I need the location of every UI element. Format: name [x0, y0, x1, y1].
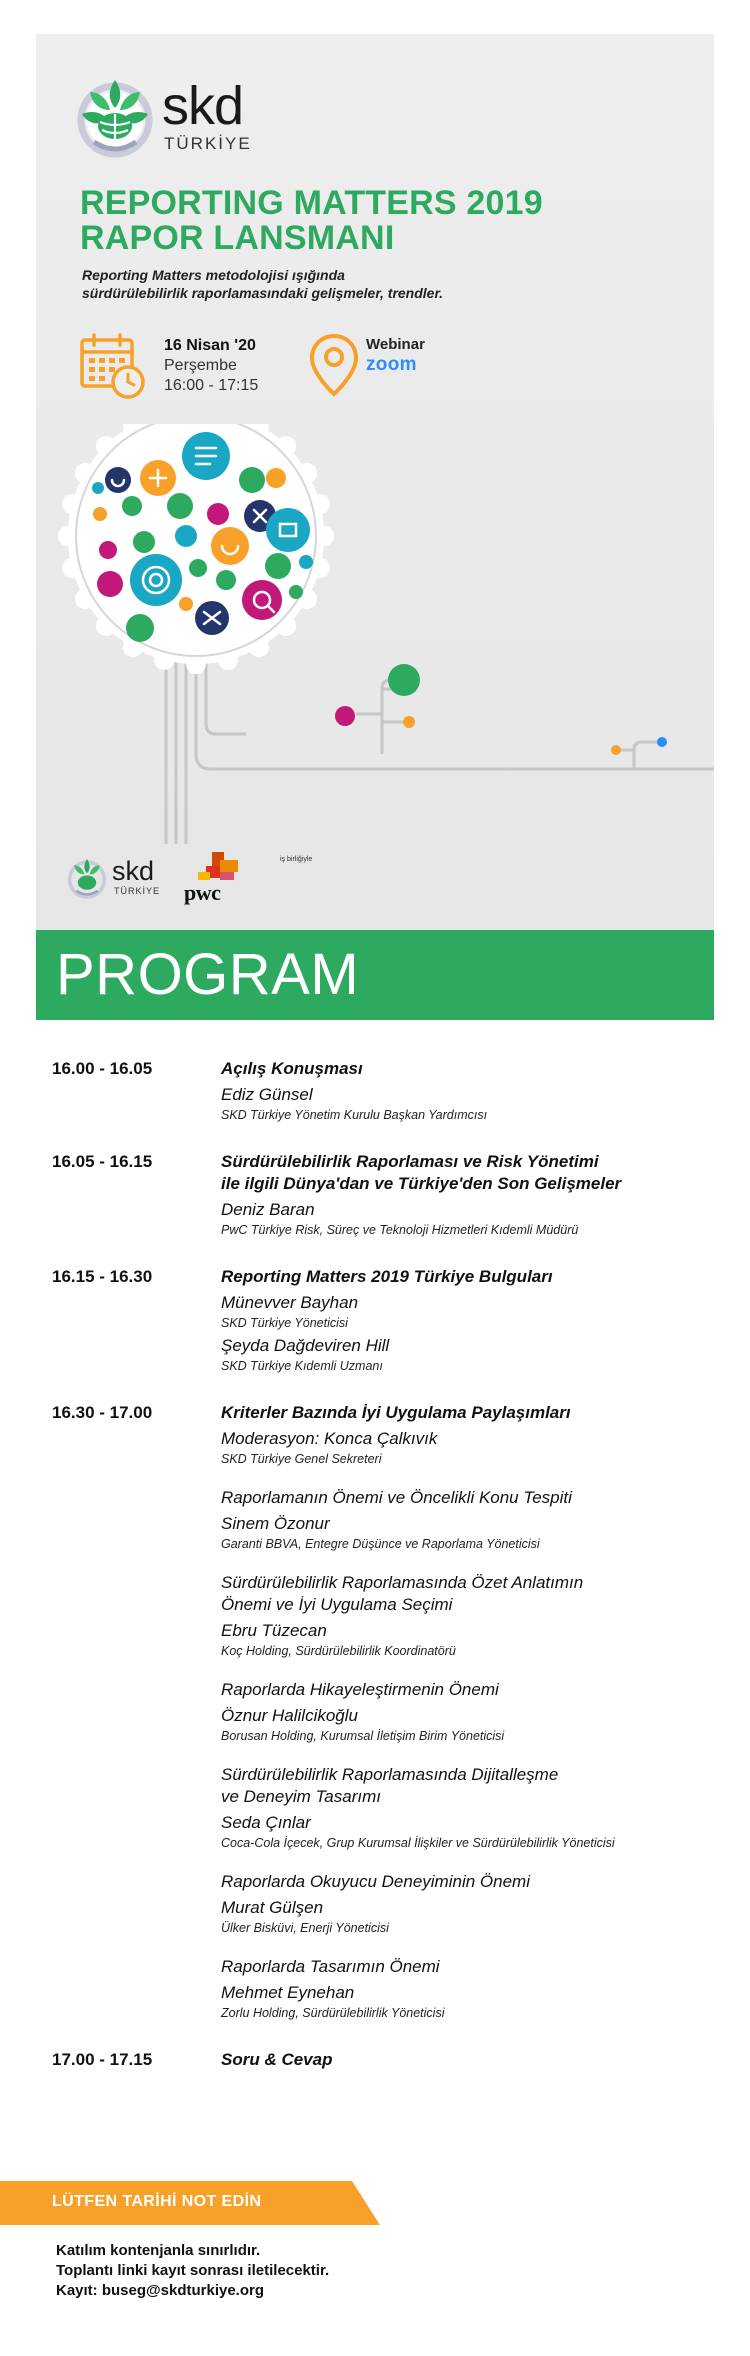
- speaker-role: Zorlu Holding, Sürdürülebilirlik Yöneticisi: [221, 2006, 445, 2020]
- slot-time: 16.15 - 16.30: [52, 1267, 153, 1286]
- footer-info: [56, 2241, 329, 2301]
- calendar-clock-icon: [78, 332, 148, 402]
- partner-logos: [64, 852, 364, 908]
- pwc-blocks-icon: [184, 852, 244, 882]
- speaker-role: Ülker Bisküvi, Enerji Yöneticisi: [221, 1921, 389, 1935]
- slot-topic-line-2: ile ilgili Dünya'dan ve Türkiye'den Son Gelişmeler: [221, 1174, 622, 1193]
- skd-logo: [70, 70, 250, 160]
- slot-time: 16.30 - 17.00: [52, 1403, 153, 1422]
- speaker-name: Deniz Baran: [221, 1200, 315, 1219]
- program-banner: [36, 930, 714, 1020]
- program-heading: PROGRAM: [56, 942, 360, 1007]
- event-title: [80, 186, 680, 256]
- session-title-line-1: Sürdürülebilirlik Raporlamasında Özet Anlatımın: [221, 1573, 584, 1592]
- agenda-slot: [52, 1151, 712, 1238]
- session-title: Raporlamanın Önemi ve Öncelikli Konu Tespiti: [221, 1488, 572, 1507]
- speaker-name: Şeyda Dağdeviren Hill: [221, 1336, 390, 1355]
- title-line-1: REPORTING MATTERS 2019: [80, 184, 543, 222]
- slot-topic: Kriterler Bazında İyi Uygulama Paylaşımları: [221, 1403, 571, 1422]
- event-subtitle: [82, 266, 682, 302]
- session-title-line-2: ve Deneyim Tasarımı: [221, 1787, 381, 1806]
- speaker-role: Koç Holding, Sürdürülebilirlik Koordinatörü: [221, 1644, 456, 1658]
- moderator-name: Moderasyon: Konca Çalkıvık: [221, 1429, 438, 1448]
- event-day: Perşembe: [164, 357, 237, 374]
- speaker-role: Borusan Holding, Kurumsal İletişim Birim Yöneticisi: [221, 1729, 505, 1743]
- zoom-logo: zoom: [366, 354, 417, 375]
- speaker-name: Sinem Özonur: [221, 1514, 330, 1533]
- logo-wordmark: skd: [162, 76, 244, 136]
- subtitle-line-1: Reporting Matters metodolojisi ışığında: [82, 267, 345, 283]
- speaker-name: Mehmet Eynehan: [221, 1983, 355, 2002]
- slot-time: 17.00 - 17.15: [52, 2050, 153, 2069]
- hero-section: [36, 34, 714, 930]
- speaker-name: Murat Gülşen: [221, 1898, 324, 1917]
- subtitle-line-2: sürdürülebilirlik raporlamasındaki gelişmeler, trendler.: [82, 285, 444, 301]
- slot-topic: Reporting Matters 2019 Türkiye Bulguları: [221, 1267, 553, 1286]
- speaker-role: Coca-Cola İçecek, Grup Kurumsal İlişkiler ve Sürdürülebilirlik Yöneticisi: [221, 1836, 615, 1850]
- slot-topic-line-1: Sürdürülebilirlik Raporlaması ve Risk Yönetimi: [221, 1152, 599, 1171]
- agenda-slot: [52, 2049, 712, 2071]
- slot-topic: Soru & Cevap: [221, 2050, 333, 2069]
- session-title: Raporlarda Hikayeleştirmenin Önemi: [221, 1680, 499, 1699]
- session-title: Raporlarda Okuyucu Deneyiminin Önemi: [221, 1872, 530, 1891]
- event-time: 16:00 - 17:15: [164, 377, 259, 394]
- speaker-name: Seda Çınlar: [221, 1813, 311, 1832]
- slot-topic: Açılış Konuşması: [221, 1059, 363, 1078]
- speaker-name: Öznur Halilcikoğlu: [221, 1706, 358, 1725]
- speaker-role: SKD Türkiye Yönetim Kurulu Başkan Yardımcısı: [221, 1108, 488, 1122]
- small-logo-wordmark: skd: [112, 856, 155, 886]
- agenda-slot: [52, 1058, 712, 1123]
- slot-time: 16.05 - 16.15: [52, 1152, 153, 1171]
- tree-illustration: [36, 424, 714, 844]
- agenda-slot: [52, 1402, 712, 2021]
- small-logo-country: TÜRKİYE: [114, 886, 161, 896]
- speaker-name: Münevver Bayhan: [221, 1293, 359, 1312]
- moderator-role: SKD Türkiye Genel Sekreteri: [221, 1452, 382, 1466]
- speaker-role: PwC Türkiye Risk, Süreç ve Teknoloji Hizmetleri Kıdemli Müdürü: [221, 1223, 579, 1237]
- speaker-role: SKD Türkiye Kıdemli Uzmanı: [221, 1359, 383, 1373]
- event-date: 16 Nisan '20: [164, 337, 256, 354]
- footer-capacity: Katılım kontenjanla sınırlıdır.: [56, 2242, 261, 2259]
- date-block: [164, 336, 258, 396]
- speaker-name: Ediz Günsel: [221, 1085, 313, 1104]
- speaker-name: Ebru Tüzecan: [221, 1621, 327, 1640]
- session-title: Raporlarda Tasarımın Önemi: [221, 1957, 440, 1976]
- session-title-line-2: Önemi ve İyi Uygulama Seçimi: [221, 1595, 453, 1614]
- event-format: Webinar: [366, 336, 425, 353]
- footer-registration[interactable]: Kayıt: buseg@skdturkiye.org: [56, 2282, 265, 2299]
- skd-small-logo-icon: [64, 854, 110, 900]
- location-pin-icon: [308, 332, 360, 398]
- pwc-wordmark: pwc: [184, 880, 221, 905]
- footer-link-note: Toplantı linki kayıt sonrası iletilecektir.: [56, 2262, 330, 2279]
- title-line-2: RAPOR LANSMANI: [80, 219, 395, 257]
- speaker-role: Garanti BBVA, Entegre Düşünce ve Raporlama Yöneticisi: [221, 1537, 540, 1551]
- slot-time: 16.00 - 16.05: [52, 1059, 153, 1078]
- agenda-slot: [52, 1266, 712, 1374]
- pwc-logo: [184, 852, 244, 908]
- logo-country: TÜRKİYE: [164, 134, 252, 153]
- note-banner-label: LÜTFEN TARİHİ NOT EDİN: [52, 2193, 262, 2210]
- skd-logo-icon: [70, 70, 160, 160]
- partner-tagline: iş birliğiyle: [280, 856, 313, 863]
- agenda: [52, 1058, 712, 2071]
- session-title-line-1: Sürdürülebilirlik Raporlamasında Dijitalleşme: [221, 1765, 559, 1784]
- speaker-role: SKD Türkiye Yöneticisi: [221, 1316, 348, 1330]
